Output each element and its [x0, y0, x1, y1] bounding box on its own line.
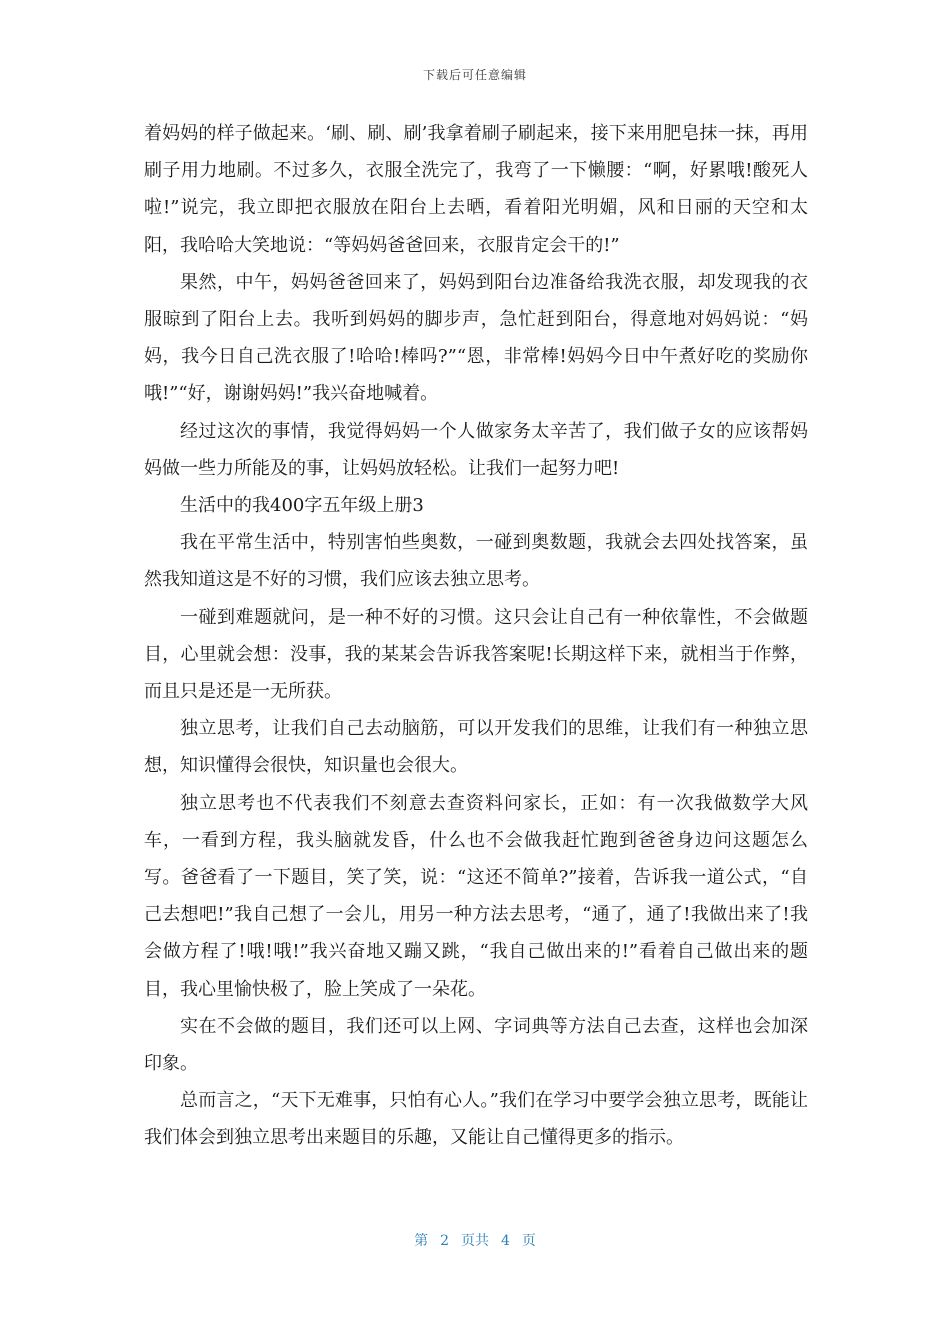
paragraph: 经过这次的事情，我觉得妈妈一个人做家务太辛苦了，我们做子女的应该帮妈妈做一些力所能及的事，让妈妈放轻松。让我们一起努力吧!	[144, 420, 808, 479]
paragraph: 果然，中午，妈妈爸爸回来了，妈妈到阳台边准备给我洗衣服，却发现我的衣服晾到了阳台上去。我听到妈妈的脚步声，急忙赶到阳台，得意地对妈妈说：“妈妈，我今日自己洗衣服了!哈哈!棒吗?”“恩，非常棒!妈妈今日中午煮好吃的奖励你哦!”“好，谢谢妈妈!”我兴奋地喊着。	[144, 271, 808, 405]
footer-label-ye-gong: 页共	[461, 1233, 489, 1249]
page-header-note: 下载后可任意编辑	[422, 68, 527, 82]
paragraph: 独立思考，让我们自己去动脑筋，可以开发我们的思维，让我们有一种独立思想，知识懂得会很快，知识量也会很大。	[144, 718, 808, 777]
page-footer	[0, 1230, 950, 1250]
paragraph: 实在不会做的题目，我们还可以上网、字词典等方法自己去查，这样也会加深印象。	[144, 1015, 808, 1075]
paragraph: 独立思考也不代表我们不刻意去查资料问家长，正如：有一次我做数学大风车，一看到方程，我头脑就发昏，什么也不会做我赶忙跑到爸爸身边问这题怎么写。爸爸看了一下题目，笑了笑，说：“这还不简单?”接着，告诉我一道公式，“自己去想吧!”我自己想了一会儿，用另一种方法去思考，“通了，通了!我做出来了!我会做方程了!哦!哦!”我兴奋地又蹦又跳，“我自己做出来的!”看着自己做出来的题目，我心里愉快极了，脸上笑成了一朵花。	[144, 792, 808, 1000]
footer-total-pages: 4	[501, 1233, 510, 1249]
document-body	[144, 115, 808, 1157]
paragraph: 一碰到难题就问，是一种不好的习惯。这只会让自己有一种依靠性，不会做题目，心里就会想：没事，我的某某会告诉我答案呢!长期这样下来，就相当于作弊，而且只是还是一无所获。	[144, 606, 808, 703]
section-title: 生活中的我400字五年级上册3	[180, 495, 424, 517]
footer-label-di: 第	[414, 1233, 429, 1249]
paragraph: 我在平常生活中，特别害怕些奥数，一碰到奥数题，我就会去四处找答案，虽然我知道这是不好的习惯，我们应该去独立思考。	[144, 532, 808, 591]
footer-current-page: 2	[440, 1233, 449, 1249]
paragraph: 总而言之，“天下无难事，只怕有心人。”我们在学习中要学会独立思考，既能让我们体会到独立思考出来题目的乐趣，又能让自己懂得更多的指示。	[144, 1090, 808, 1149]
footer-label-ye: 页	[521, 1233, 536, 1249]
paragraph-continued: 着妈妈的样子做起来。‘刷、刷、刷’我拿着刷子刷起来，接下来用肥皂抹一抹，再用刷子用力地刷。不过多久，衣服全洗完了，我弯了一下懒腰：“啊，好累哦!酸死人啦!”说完，我立即把衣服放在阳台上去晒，看着阳光明媚，风和日丽的天空和太阳，我哈哈大笑地说：“等妈妈爸爸回来，衣服肯定会干的!”	[144, 123, 808, 256]
